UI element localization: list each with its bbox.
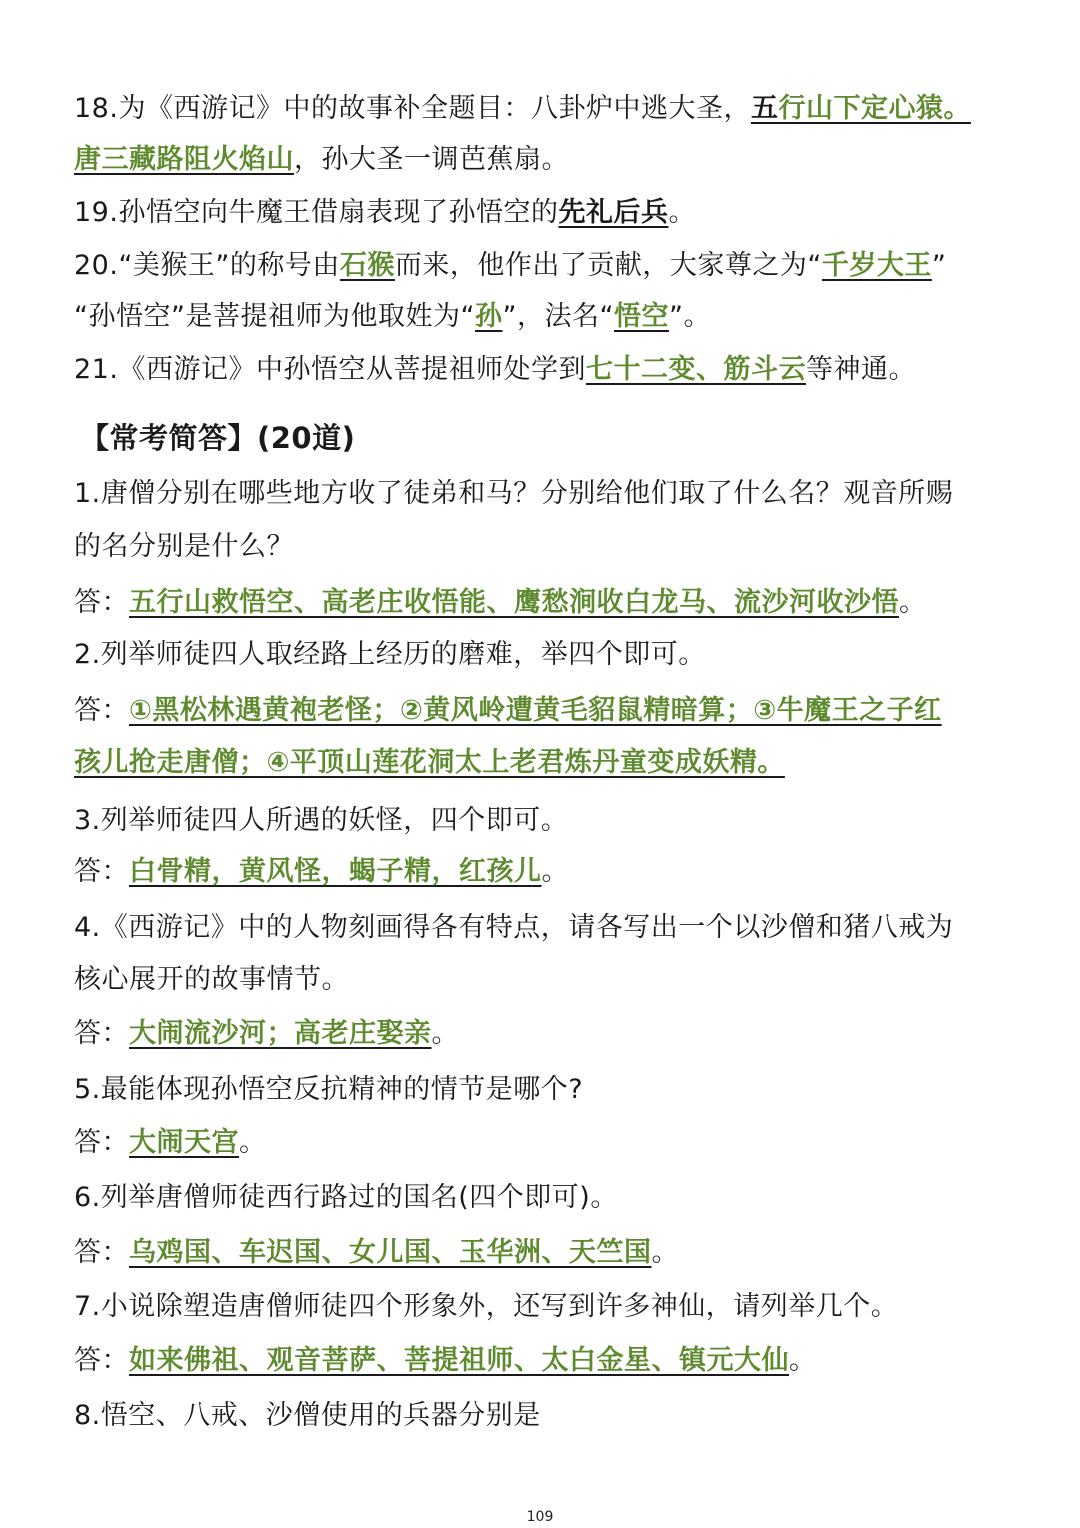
plain-text: 而来，他作出了贡献，大家尊之为“ [394,250,822,281]
plain-text: 7.小说除塑造唐僧师徒四个形象外，还写到许多神仙，请列举几个。 [74,1291,899,1322]
answer-text: 千岁大王 [821,250,932,281]
plain-text: 20.“美猴王”的称号由 [74,250,340,281]
answer-text: 石猴 [339,250,395,281]
text-line [74,527,1040,567]
plain-text: 。 [899,587,927,618]
answer-text: 先礼后兵 [558,197,669,228]
plain-text: 8.悟空、八戒、沙僧使用的兵器分别是 [74,1400,541,1431]
plain-text: 5.最能体现孙悟空反抗精神的情节是哪个? [74,1074,584,1105]
answer-text: ①黑松林遇黄袍老怪；②黄风岭遭黄毛貂鼠精暗算；③牛魔王之子红 [129,695,942,726]
answer-text: 大闹天宫 [129,1127,239,1158]
plain-text: ，孙大圣一调芭蕉扇。 [294,144,569,175]
text-line [74,1070,1040,1110]
text-line [74,743,1040,783]
plain-text: 19.孙悟空向牛魔王借扇表现了孙悟空的 [74,197,559,228]
text-line [74,635,1040,675]
plain-text: 6.列举唐僧师徒西行路过的国名(四个即可)。 [74,1182,618,1213]
text-line [74,193,1040,233]
text-line [74,1396,1040,1436]
answer-text: 如来佛祖、观音菩萨、菩提祖师、太白金星、镇元大仙 [129,1345,789,1376]
plain-text: ” [931,250,947,281]
plain-text: 。 [789,1345,817,1376]
text-line [74,908,1040,948]
text-line [74,852,1040,892]
plain-text: 21.《西游记》中孙悟空从菩提祖师处学到 [74,354,586,385]
plain-text: 。 [431,1018,459,1049]
plain-text: 答： [74,856,129,887]
plain-text: 。 [541,856,569,887]
answer-text: 七十二变、筋斗云 [585,354,806,385]
text-line [74,583,1040,623]
plain-text: 。 [651,1237,679,1268]
plain-text: 答： [74,1237,129,1268]
plain-text: 【常考简答】(20道) [80,421,356,455]
answer-text: 唐三藏路阻火焰山 [74,144,294,175]
plain-text: 答： [74,695,129,726]
text-line [74,1287,1040,1327]
plain-text: 18.为《西游记》中的故事补全题目：八卦炉中逃大圣， [74,93,751,124]
text-line [74,89,1040,129]
answer-text: 悟空 [613,301,669,332]
text-line [74,474,1040,514]
text-line [74,1341,1040,1381]
answer-text: 大闹流沙河；高老庄娶亲 [129,1018,432,1049]
plain-text: 核心展开的故事情节。 [74,964,349,995]
text-line [74,297,1040,337]
text-line [74,1233,1040,1273]
page-number: 109 [526,1509,554,1525]
section-heading [80,418,1040,458]
answer-text: 行山下定心猿。 [778,93,971,124]
text-line [74,1178,1040,1218]
answer-text: 孩儿抢走唐僧；④平顶山莲花洞太上老君炼丹童变成妖精。 [74,747,785,778]
text-line [74,246,1040,286]
plain-text: 4.《西游记》中的人物刻画得各有特点，请各写出一个以沙僧和猪八戒为 [74,912,954,943]
text-line [74,801,1040,841]
text-line [74,140,1040,180]
text-line [74,1123,1040,1163]
text-line [74,350,1040,390]
plain-text: 答： [74,1018,129,1049]
answer-text: 五 [750,93,779,124]
plain-text: 答： [74,587,129,618]
plain-text: 的名分别是什么？ [74,531,294,562]
plain-text: 。 [239,1127,267,1158]
plain-text: ”。 [668,301,711,332]
plain-text: 3.列举师徒四人所遇的妖怪，四个即可。 [74,805,569,836]
text-line [74,960,1040,1000]
answer-text: 乌鸡国、车迟国、女儿国、玉华洲、天竺国 [129,1237,652,1268]
text-line [74,691,1040,731]
plain-text: 等神通。 [805,354,916,385]
plain-text: 1.唐僧分别在哪些地方收了徒弟和马？分别给他们取了什么名？观音所赐 [74,478,954,509]
plain-text: “孙悟空”是菩提祖师为他取姓为“ [74,301,475,332]
plain-text: 2.列举师徒四人取经路上经历的磨难，举四个即可。 [74,639,706,670]
plain-text: ”，法名“ [502,301,614,332]
plain-text: 答： [74,1345,129,1376]
answer-text: 孙 [474,301,503,332]
answer-text: 五行山救悟空、高老庄收悟能、鹰愁涧收白龙马、流沙河收沙悟 [129,587,899,618]
answer-text: 白骨精，黄风怪，蝎子精，红孩儿 [129,856,542,887]
plain-text: 。 [668,197,696,228]
text-line [74,1014,1040,1054]
plain-text: 答： [74,1127,129,1158]
